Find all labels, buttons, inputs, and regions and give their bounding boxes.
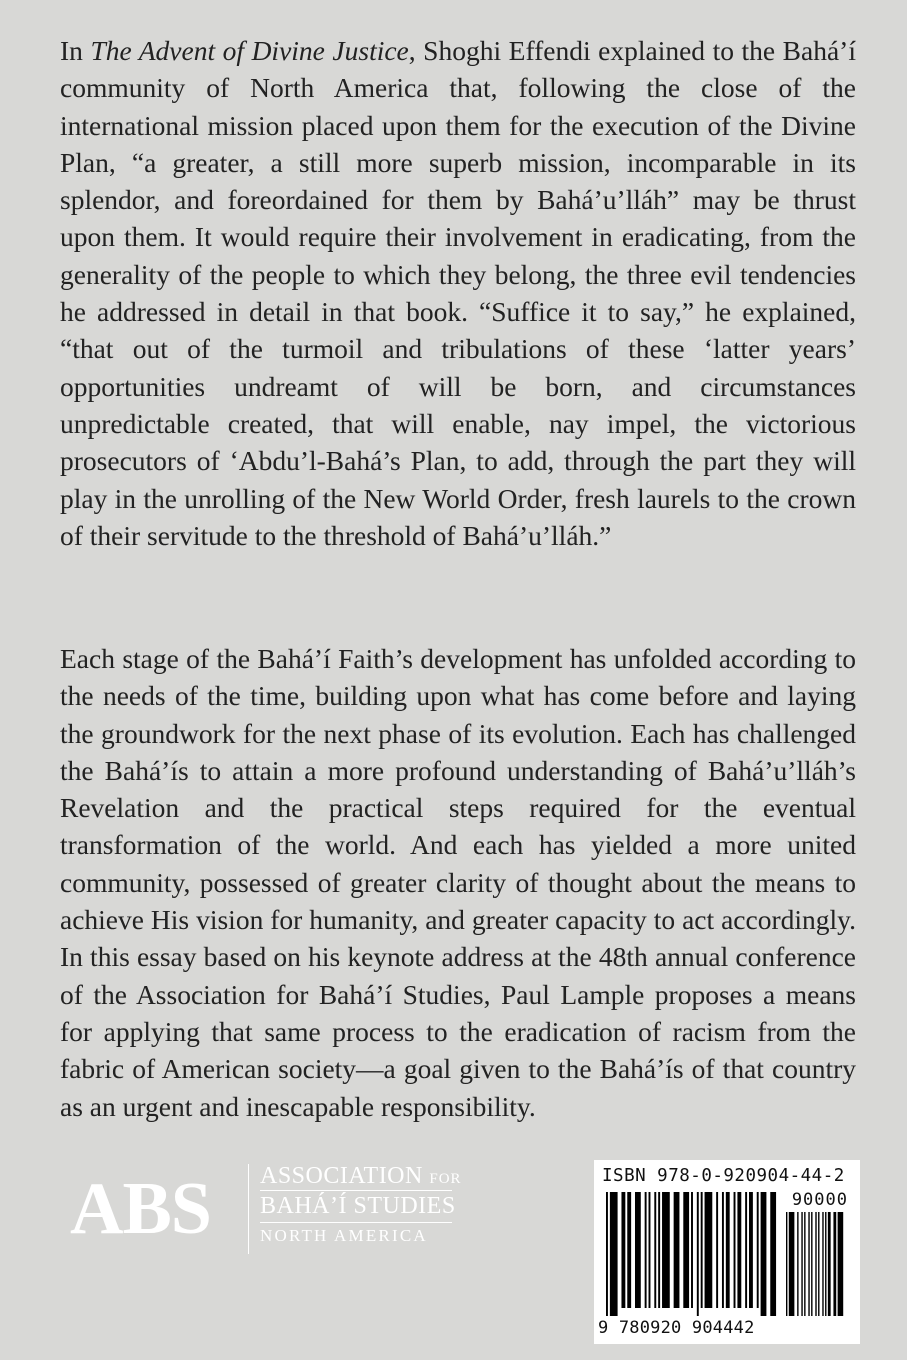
barcode-bar (621, 1192, 625, 1308)
logo-line-north-america: NORTH AMERICA (260, 1226, 428, 1245)
barcode-bar (674, 1192, 680, 1308)
barcode-bar (691, 1192, 693, 1308)
barcode-bar (662, 1192, 670, 1308)
barcode-bar (734, 1192, 736, 1308)
barcode-bar (833, 1212, 836, 1316)
price-code: 90000 (791, 1190, 848, 1210)
logo-monogram: ABS (70, 1168, 211, 1250)
barcode-bar (683, 1192, 689, 1308)
book-title: The Advent of Divine Justice (90, 35, 409, 66)
paragraph-lead: In (60, 35, 91, 66)
barcode-bar (610, 1192, 618, 1316)
barcode-bar (811, 1212, 812, 1316)
isbn-label: ISBN 978-0-920904-44-2 (602, 1166, 845, 1186)
barcode-bar (789, 1212, 795, 1316)
barcode-bar (838, 1212, 844, 1316)
logo-rule-1 (260, 1190, 452, 1191)
barcode-bar (649, 1192, 651, 1308)
barcode-bar (797, 1212, 798, 1316)
barcode-bar (654, 1192, 656, 1308)
barcode-bar (786, 1212, 787, 1316)
ean-digits: 9 780920 904442 (598, 1318, 755, 1338)
addon-bars (786, 1212, 846, 1316)
barcode-bar (658, 1192, 660, 1308)
logo-line-association (260, 1163, 462, 1190)
publisher-logo (70, 1160, 470, 1260)
logo-rule-2 (260, 1222, 452, 1223)
barcode-bar (770, 1192, 776, 1316)
barcode-bar (701, 1192, 703, 1308)
description-paragraph-1 (60, 32, 856, 554)
barcode-bar (722, 1192, 724, 1308)
barcode-bar (645, 1192, 647, 1308)
paragraph-body: , Shoghi Effendi explained to the Bahá’í community of North America that, following the close of the international mission placed upon them for the execution of the Divine Plan, “a greater, a still more superb mission, incomparable in its splendor, and foreordained for them by Bahá’u’lláh” may be thrust upon them. It would require their involvement in eradicating, from the generality of the people to which they belong, the three evil tendencies he addressed in detail in that book. “Suffice it to say,” he explained, “that out of the turmoil and tribulations of these ‘latter years’ opportunities undreamt of will be born, and circumstances unpredictable created, that will enable, nay impel, the victorious prosecutors of ‘Abdu’l-Bahá’s Plan, to add, through the part they will play in the unrolling of the New World Order, fresh laurels to the crown of their servitude to the threshold of Bahá’u’lláh.” (60, 35, 856, 551)
barcode-bar (726, 1192, 730, 1308)
logo-divider (248, 1164, 249, 1254)
barcode-bar (737, 1192, 741, 1308)
description-paragraph-2: Each stage of the Bahá’í Faith’s development has unfolded according to the needs of the time, building upon what has come before and laying the groundwork for the next phase of its evolution. Each has challenged the Bahá’ís to attain a more profound understanding of Bahá’u’lláh’s Revelation and the practical steps required for the eventual transformation of the world. And each has yielded a more united community, possessed of greater clarity of thought about the means to achieve His vision for humanity, and greater capacity to act accordingly. In this essay based on his keynote address at the 48th annual conference of the Association for Bahá’í Studies, Paul Lample proposes a means for applying that same process to the eradication of racism from the fabric of American society—a goal given to the Bahá’ís of that country as an urgent and inescapable responsibility. (60, 643, 856, 1122)
barcode-bar (635, 1192, 641, 1308)
barcode-bar (804, 1212, 805, 1316)
barcode-bar (757, 1192, 759, 1308)
barcode-bar (749, 1192, 753, 1308)
barcode-bar (808, 1212, 809, 1316)
barcode-bar (705, 1192, 713, 1308)
logo-line-bahai-studies: BAHÁ’Í STUDIES (260, 1193, 456, 1219)
barcode-bar (627, 1192, 631, 1308)
logo-for-text: FOR (429, 1171, 462, 1187)
barcode-bar (716, 1192, 718, 1308)
barcode-bar (745, 1192, 747, 1308)
barcode-bar (697, 1192, 699, 1316)
barcode-bar (828, 1212, 831, 1316)
barcode-bar (822, 1212, 823, 1316)
barcode-bar (801, 1212, 802, 1316)
barcode-bar (761, 1192, 767, 1316)
isbn-barcode (594, 1160, 860, 1344)
barcode-bar (606, 1192, 608, 1316)
logo-association-text: ASSOCIATION (260, 1163, 423, 1189)
ean-bars (606, 1192, 778, 1316)
barcode-bar (815, 1212, 816, 1316)
barcode-bar (825, 1212, 826, 1316)
barcode-bar (818, 1212, 819, 1316)
